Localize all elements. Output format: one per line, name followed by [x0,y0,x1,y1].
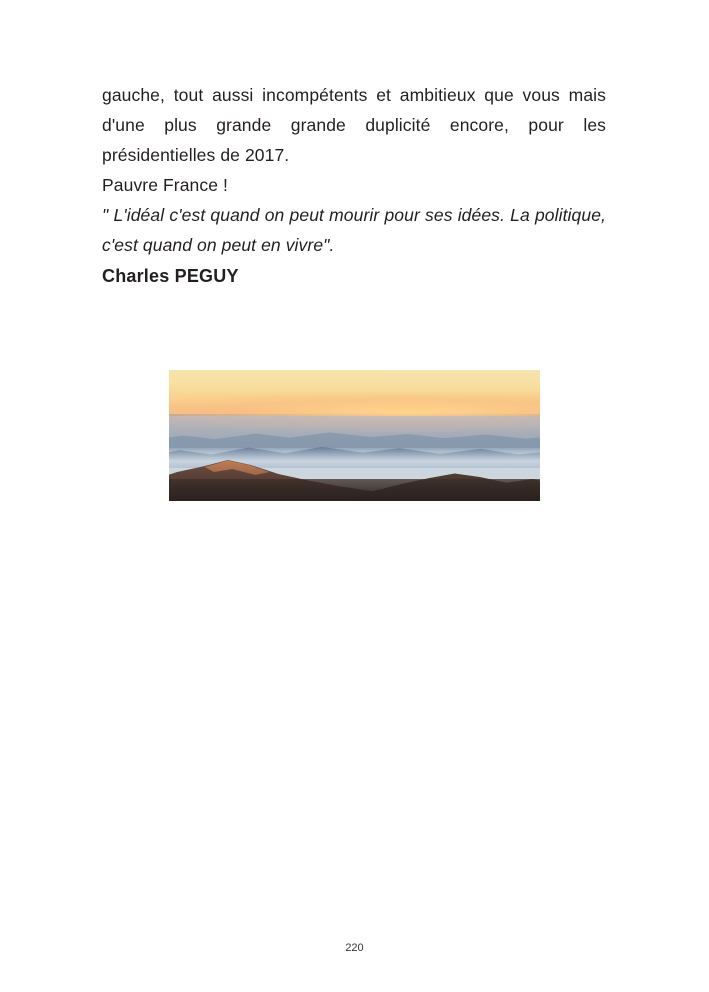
paragraph-1: gauche, tout aussi incompétents et ambitieux que vous mais d'une plus grande grande duplicité encore, pour les présidentielles de 2017. [102,85,606,165]
photo-background [169,370,540,501]
paragraph-2: Pauvre France ! [102,175,228,195]
mountain-sunrise-photo [169,370,540,501]
page-number: 220 [345,942,364,954]
photo-foreground [169,479,540,501]
text-block [102,80,606,292]
quotation: " L'idéal c'est quand on peut mourir pour ses idées. La politique, c'est quand on peut en vivre". [102,205,606,255]
quote-author: Charles PEGUY [102,266,239,286]
